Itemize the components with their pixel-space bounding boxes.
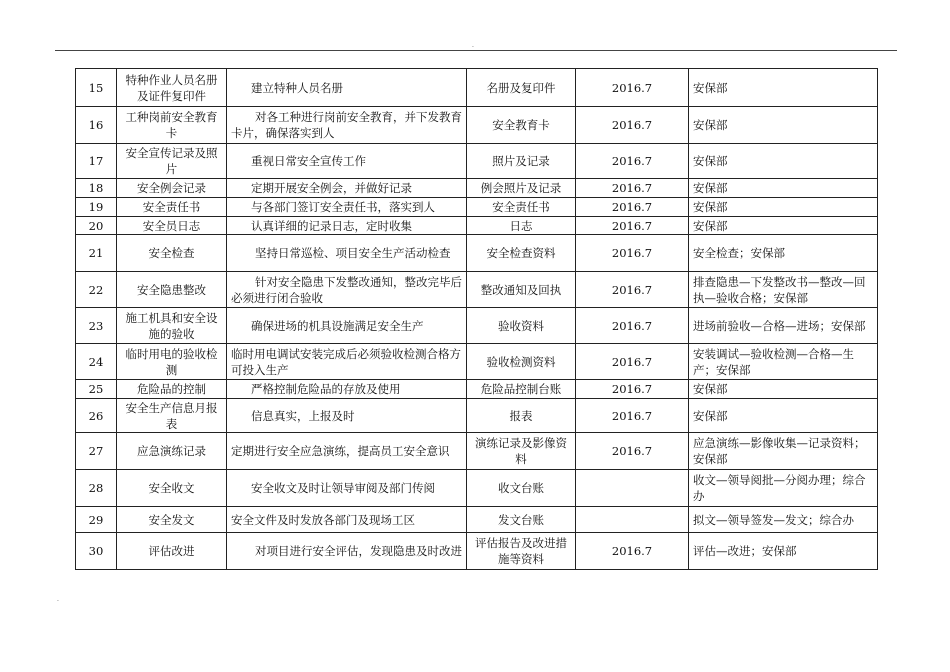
row-date: 2016.7 (576, 533, 689, 570)
row-date: 2016.7 (576, 380, 689, 399)
row-record: 发文台账 (467, 507, 576, 533)
row-record: 例会照片及记录 (467, 179, 576, 198)
row-item: 安全发文 (117, 507, 227, 533)
row-department: 评估—改进；安保部 (689, 533, 878, 570)
table-row (76, 107, 878, 144)
row-date: 2016.7 (576, 69, 689, 107)
row-date: 2016.7 (576, 107, 689, 144)
row-requirement: 严格控制危险品的存放及使用 (227, 380, 467, 399)
row-date: 2016.7 (576, 344, 689, 380)
row-date: 2016.7 (576, 198, 689, 217)
row-department: 安保部 (689, 107, 878, 144)
row-item: 安全宣传记录及照片 (117, 144, 227, 179)
row-department: 进场前验收—合格—进场；安保部 (689, 308, 878, 344)
row-date: 2016.7 (576, 144, 689, 179)
table-row (76, 144, 878, 179)
row-requirement: 定期进行安全应急演练，提高员工安全意识 (227, 433, 467, 470)
row-department: 安装调试—验收检测—合格—生产；安保部 (689, 344, 878, 380)
row-record: 照片及记录 (467, 144, 576, 179)
row-date: 2016.7 (576, 272, 689, 308)
row-requirement: 安全文件及时发放各部门及现场工区 (227, 507, 467, 533)
row-department: 安保部 (689, 380, 878, 399)
row-record: 演练记录及影像资料 (467, 433, 576, 470)
row-item: 安全例会记录 (117, 179, 227, 198)
row-department: 排查隐患—下发整改书—整改—回执—验收合格；安保部 (689, 272, 878, 308)
row-number: 28 (76, 470, 117, 507)
row-date: 2016.7 (576, 433, 689, 470)
row-number: 30 (76, 533, 117, 570)
row-department: 安保部 (689, 399, 878, 433)
row-date: 2016.7 (576, 217, 689, 235)
row-item: 危险品的控制 (117, 380, 227, 399)
row-requirement: 建立特种人员名册 (227, 69, 467, 107)
row-number: 20 (76, 217, 117, 235)
table-row (76, 235, 878, 272)
row-item: 工种岗前安全教育卡 (117, 107, 227, 144)
row-requirement: 与各部门签订安全责任书，落实到人 (227, 198, 467, 217)
row-department: 安保部 (689, 144, 878, 179)
row-department: 收文—领导阅批—分阅办理；综合办 (689, 470, 878, 507)
row-record: 安全检查资料 (467, 235, 576, 272)
row-item: 安全收文 (117, 470, 227, 507)
row-record: 报表 (467, 399, 576, 433)
row-department: 安保部 (689, 198, 878, 217)
table-row (76, 533, 878, 570)
header-mark: . (472, 42, 474, 49)
row-record: 安全教育卡 (467, 107, 576, 144)
row-item: 评估改进 (117, 533, 227, 570)
row-requirement: 对各工种进行岗前安全教育，并下发教育卡片，确保落实到人 (227, 107, 467, 144)
row-item: 特种作业人员名册及证件复印件 (117, 69, 227, 107)
table-row (76, 179, 878, 198)
row-item: 安全检查 (117, 235, 227, 272)
row-item: 安全责任书 (117, 198, 227, 217)
row-department: 安全检查；安保部 (689, 235, 878, 272)
table-row (76, 344, 878, 380)
row-department: 安保部 (689, 217, 878, 235)
table-row (76, 433, 878, 470)
row-department: 安保部 (689, 179, 878, 198)
row-number: 15 (76, 69, 117, 107)
row-date: 2016.7 (576, 308, 689, 344)
row-date: 2016.7 (576, 235, 689, 272)
table-row (76, 308, 878, 344)
row-requirement: 确保进场的机具设施满足安全生产 (227, 308, 467, 344)
row-requirement: 对项目进行安全评估，发现隐患及时改进 (227, 533, 467, 570)
row-number: 16 (76, 107, 117, 144)
row-record: 危险品控制台账 (467, 380, 576, 399)
table-row (76, 470, 878, 507)
table-row (76, 399, 878, 433)
row-record: 验收资料 (467, 308, 576, 344)
row-requirement: 认真详细的记录日志，定时收集 (227, 217, 467, 235)
table-row (76, 380, 878, 399)
row-number: 17 (76, 144, 117, 179)
row-requirement: 坚持日常巡检、项目安全生产活动检查 (227, 235, 467, 272)
row-record: 验收检测资料 (467, 344, 576, 380)
row-number: 24 (76, 344, 117, 380)
row-requirement: 重视日常安全宣传工作 (227, 144, 467, 179)
row-record: 评估报告及改进措施等资料 (467, 533, 576, 570)
row-department: 拟文—领导签发—发文；综合办 (689, 507, 878, 533)
row-record: 名册及复印件 (467, 69, 576, 107)
row-number: 18 (76, 179, 117, 198)
row-number: 22 (76, 272, 117, 308)
row-item: 临时用电的验收检测 (117, 344, 227, 380)
row-number: 23 (76, 308, 117, 344)
row-number: 27 (76, 433, 117, 470)
row-department: 安保部 (689, 69, 878, 107)
row-date: 2016.7 (576, 399, 689, 433)
row-department: 应急演练—影像收集—记录资料；安保部 (689, 433, 878, 470)
row-record: 日志 (467, 217, 576, 235)
table-row (76, 272, 878, 308)
row-record: 收文台账 (467, 470, 576, 507)
row-requirement: 临时用电调试安装完成后必须验收检测合格方可投入生产 (227, 344, 467, 380)
row-date (576, 507, 689, 533)
row-item: 安全生产信息月报表 (117, 399, 227, 433)
table-row (76, 69, 878, 107)
row-requirement: 信息真实，上报及时 (227, 399, 467, 433)
row-item: 安全员日志 (117, 217, 227, 235)
row-date: 2016.7 (576, 179, 689, 198)
row-requirement: 定期开展安全例会，并做好记录 (227, 179, 467, 198)
row-item: 施工机具和安全设施的验收 (117, 308, 227, 344)
row-record: 安全责任书 (467, 198, 576, 217)
safety-records-table (75, 68, 878, 570)
row-number: 29 (76, 507, 117, 533)
row-number: 21 (76, 235, 117, 272)
row-number: 26 (76, 399, 117, 433)
table-row (76, 198, 878, 217)
row-item: 应急演练记录 (117, 433, 227, 470)
table-row (76, 217, 878, 235)
row-requirement: 针对安全隐患下发整改通知，整改完毕后必须进行闭合验收 (227, 272, 467, 308)
row-requirement: 安全收文及时让领导审阅及部门传阅 (227, 470, 467, 507)
table-row (76, 507, 878, 533)
row-item: 安全隐患整改 (117, 272, 227, 308)
row-number: 25 (76, 380, 117, 399)
row-record: 整改通知及回执 (467, 272, 576, 308)
header-rule (55, 50, 897, 51)
footer-mark: . (57, 596, 59, 603)
row-date (576, 470, 689, 507)
row-number: 19 (76, 198, 117, 217)
